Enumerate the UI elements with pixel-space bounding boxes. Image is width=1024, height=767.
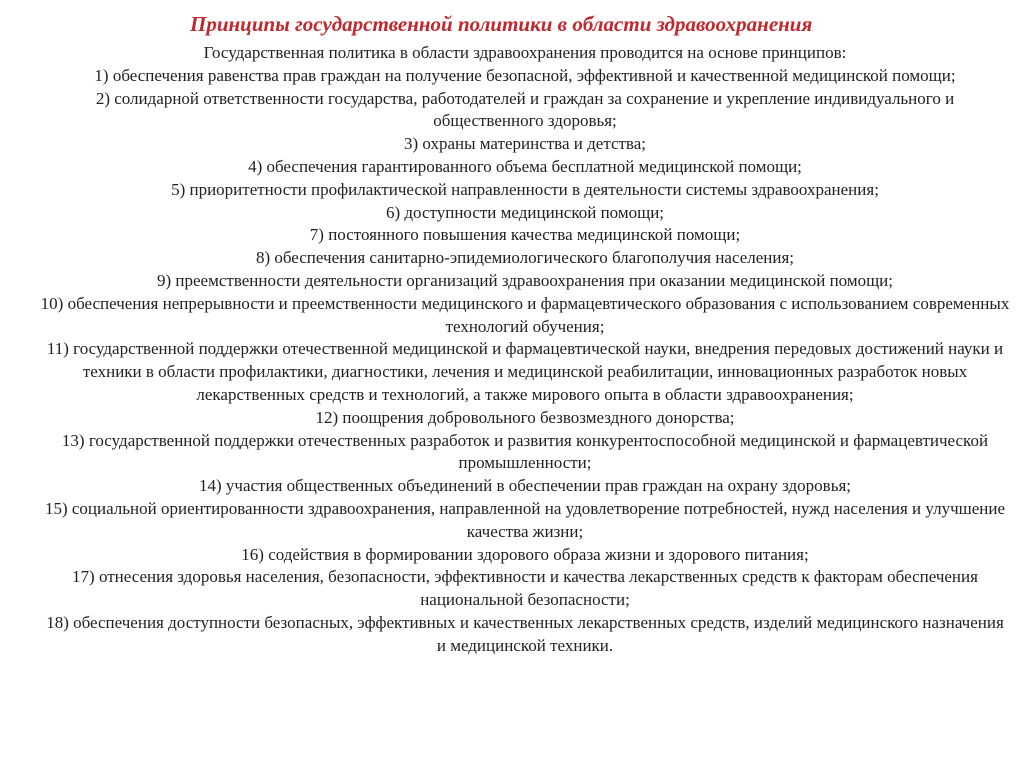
principle-item: 5) приоритетности профилактической направленности в деятельности системы здравоохранения; (171, 179, 879, 199)
principle-item: 8) обеспечения санитарно-эпидемиологического благополучия населения; (255, 248, 795, 268)
principle-item: 6) доступности медицинской помощи; (385, 202, 665, 222)
principle-item: 14) участия общественных объединений в обеспечении прав граждан на охрану здоровья; (199, 476, 851, 496)
principle-item: 7) постоянного повышения качества медицинской помощи; (309, 225, 741, 245)
slide-title: Принципы государственной политики в области здравоохранения (190, 12, 813, 36)
principle-item: 17) отнесения здоровья населения, безопасности, эффективности и качества лекарственных средств к факторам обеспечения национальной безопасности; (72, 567, 978, 610)
principle-item: 16) содействия в формировании здорового образа жизни и здорового питания; (241, 544, 809, 564)
principle-item: 10) обеспечения непрерывности и преемственности медицинского и фармацевтического образования с использованием современных технологий обучения; (40, 293, 1010, 336)
principle-item: 15) социальной ориентированности здравоохранения, направленной на удовлетворение потребностей, нужд населения и улучшение качества жизни; (44, 498, 1006, 541)
principle-item: 3) охраны материнства и детства; (403, 134, 647, 154)
principle-item: 1) обеспечения равенства прав граждан на получение безопасной, эффективной и качественной медицинской помощи; (94, 65, 956, 85)
principle-item: 9) преемственности деятельности организаций здравоохранения при оказании медицинской помощи; (156, 270, 894, 290)
principle-item: 12) поощрения добровольного безвозмездного донорства; (315, 407, 735, 427)
principle-item: 4) обеспечения гарантированного объема бесплатной медицинской помощи; (248, 156, 802, 176)
principle-item: 11) государственной поддержки отечественной медицинской и фармацевтической науки, внедрения передовых достижений науки и техники в области профилактики, диагностики, лечения и медицинской реабилитации, инновационных разработок новых лекарственных средств и технологий, а также мирового опыта в области здравоохранения; (46, 339, 1004, 404)
principle-item: 18) обеспечения доступности безопасных, эффективных и качественных лекарственных средств, изделий медицинского назначения и медицинской техники. (46, 612, 1004, 655)
principle-item: 13) государственной поддержки отечественных разработок и развития конкурентоспособной медицинской и фармацевтической промышленности; (61, 430, 989, 473)
principles-text (40, 42, 1010, 658)
principle-item: 2) солидарной ответственности государства, работодателей и граждан за сохранение и укрепление индивидуального и общественного здоровья; (95, 88, 955, 131)
intro-text: Государственная политика в области здравоохранения проводится на основе принципов: (203, 43, 847, 62)
